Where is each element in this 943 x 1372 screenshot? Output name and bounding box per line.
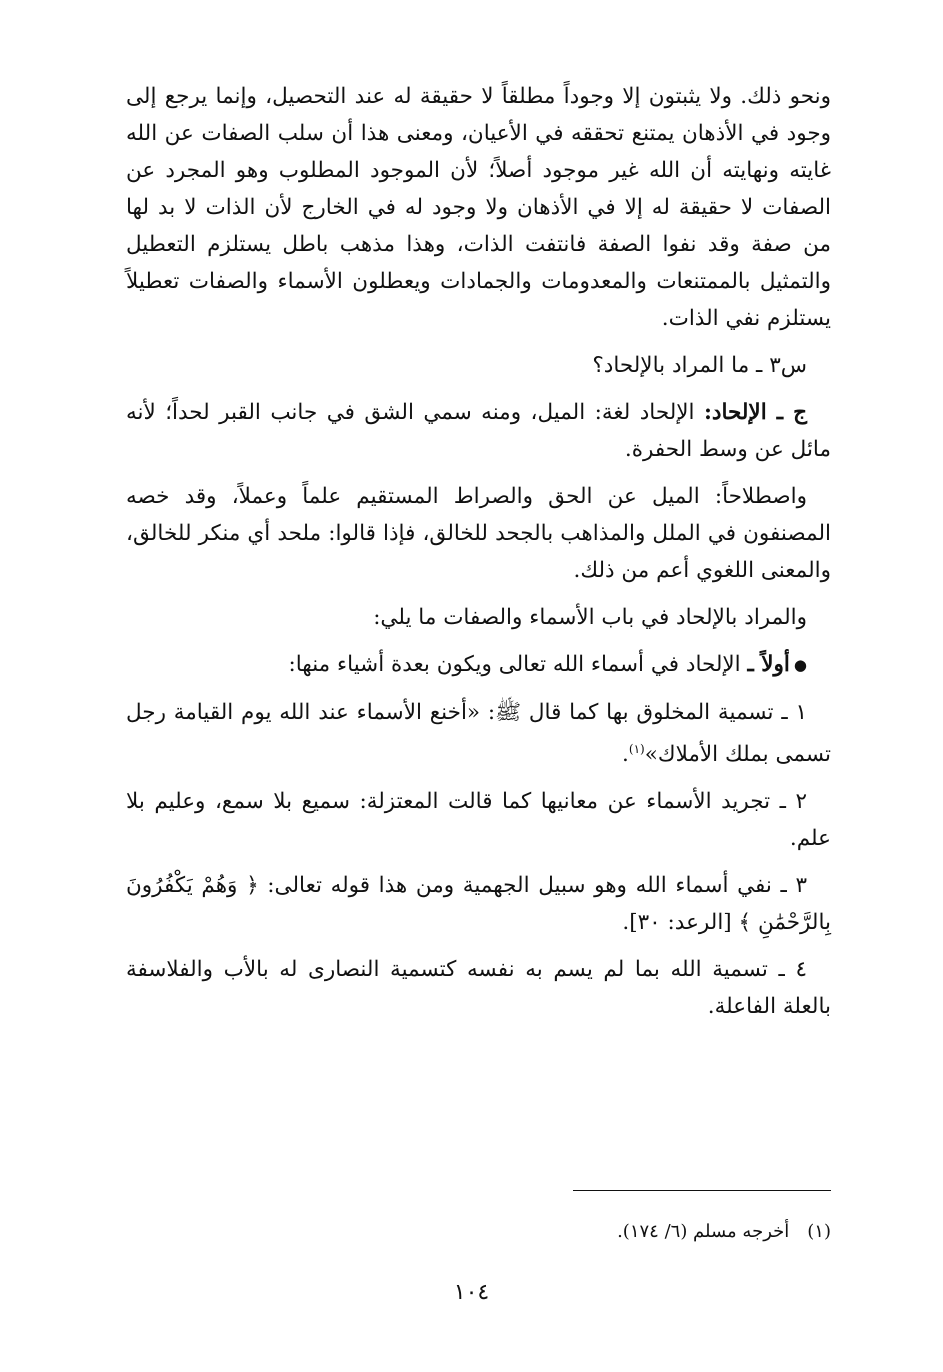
answer-ilhad — [126, 394, 831, 468]
list-item-1 — [126, 694, 831, 773]
list-item-1-text: ١ ـ تسمية المخلوق بها كما قال ﷺ: «أخنع الأسماء عند الله يوم القيامة رجل تسمى بملك الأملاك» — [126, 699, 831, 767]
list-item-3: ٣ ـ نفي أسماء الله وهو سبيل الجهمية ومن هذا قوله تعالى: ﴿ وَهُمْ يَكْفُرُونَ بِالرَّحْمَٰنِ ﴾ [الرعد: ٣٠]. — [126, 872, 831, 935]
page-number: ١٠٤ — [453, 1280, 490, 1305]
footnote-reference: (١) — [628, 741, 645, 756]
awwalan-label: أولاً ـ — [747, 652, 790, 677]
list-item-2: ٢ ـ تجريد الأسماء عن معانيها كما قالت المعتزلة: سميع بلا سمع، وعليم بلا علم. — [126, 788, 831, 851]
question-3: س٣ ـ ما المراد بالإلحاد؟ — [592, 353, 807, 378]
footnote-number: (١) — [807, 1221, 831, 1242]
awwalan-heading — [126, 646, 831, 684]
paragraph-murad: والمراد بالإلحاد في باب الأسماء والصفات ما يلي: — [373, 605, 807, 630]
paragraph-istilah: واصطلاحاً: الميل عن الحق والصراط المستقيم علماً وعملاً، وقد خصه المصنفون في الملل والمذاهب بالجحد للخالق، فإذا قالوا: ملحد أي منكر للخالق، والمعنى اللغوي أعم من ذلك. — [126, 484, 831, 583]
list-item-4: ٤ ـ تسمية الله بما لم يسم به نفسه كتسمية النصارى له بالأب والفلاسفة بالعلة الفاعلة. — [126, 956, 831, 1019]
list-item-1-end: . — [622, 741, 629, 767]
answer-body: الإلحاد لغة: الميل، ومنه سمي الشق في جانب القبر لحداً؛ لأنه مائل عن وسط الحفرة. — [126, 400, 831, 462]
footnote-divider — [573, 1190, 831, 1191]
footnote — [126, 1218, 831, 1246]
answer-prefix: ج ـ الإلحاد: — [703, 400, 807, 425]
footnote-text: أخرجه مسلم (٦/ ١٧٤). — [617, 1221, 790, 1242]
awwalan-body: الإلحاد في أسماء الله تعالى ويكون بعدة أشياء منها: — [288, 652, 748, 677]
main-text — [126, 78, 831, 1035]
paragraph-tajrid: ونحو ذلك. ولا يثبتون إلا وجوداً مطلقاً لا حقيقة له عند التحصيل، وإنما يرجع إلى وجود في الأذهان يمتنع تحققه في الأعيان، ومعنى هذا أن سلب الصفات عن الله غايته ونهايته أن الله غير موجود أصلاً؛ لأن الموجود المطلوب وهو المجرد عن الصفات لا حقيقة له إلا في الأذهان ولا وجود له في الخارج لأن الذات لا بد لها من صفة وقد نفوا الصفة فانتفت الذات، وهذا مذهب باطل يستلزم التعطيل والتمثيل بالممتنعات والمعدومات والجمادات ويعطلون الأسماء والصفات تعطيلاً يستلزم نفي الذات. — [126, 84, 831, 331]
bullet-icon: ● — [793, 655, 807, 674]
